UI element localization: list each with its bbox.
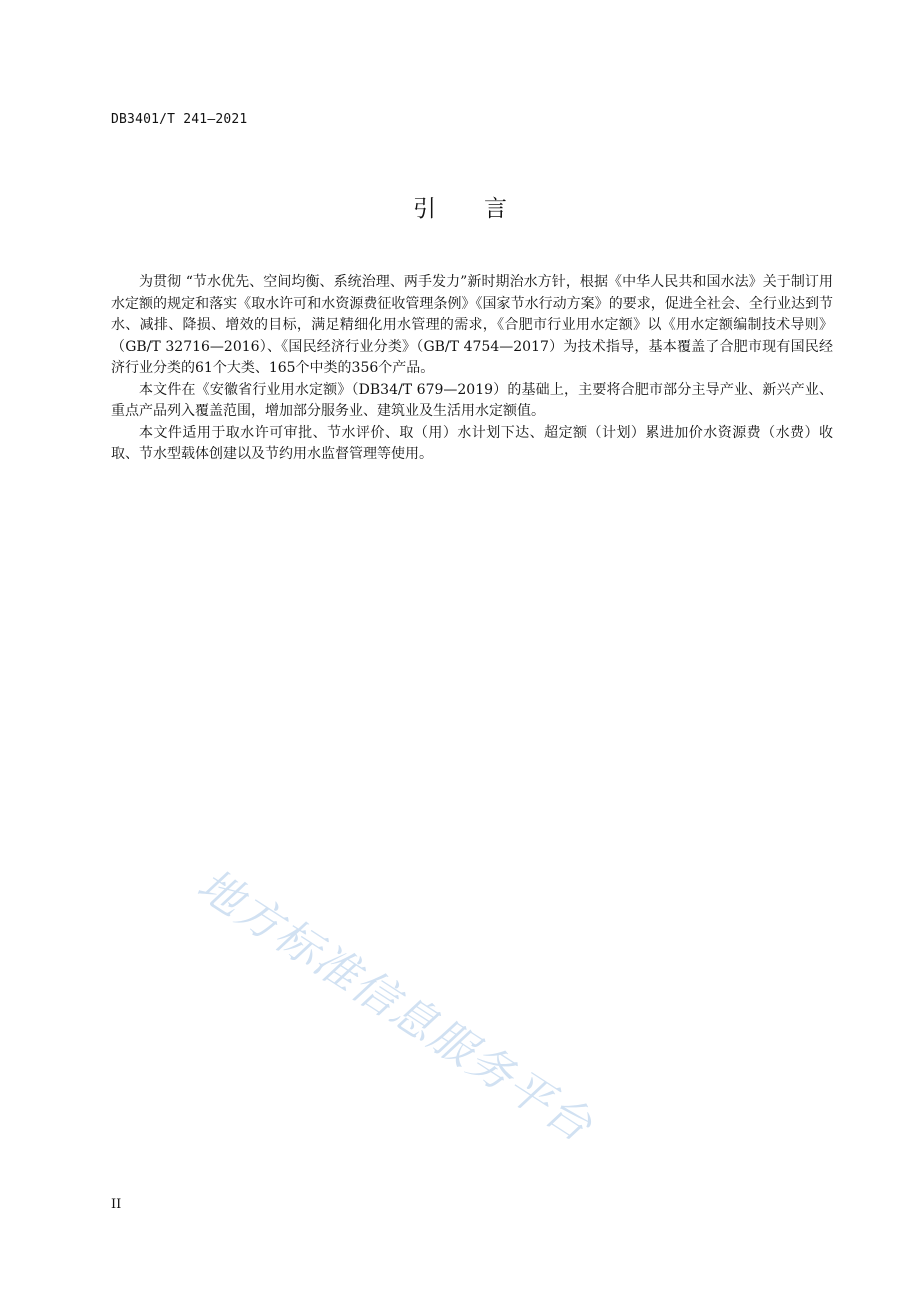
- paragraph-3: 本文件适用于取水许可审批、节水评价、取（用）水计划下达、超定额（计划）累进加价水资源费（水费）收取、节水型载体创建以及节约用水监督管理等使用。: [111, 424, 833, 462]
- watermark-text: 地方标准信息服务平台: [188, 859, 602, 1153]
- document-code: DB3401/T 241—2021: [111, 112, 248, 127]
- page-number: II: [111, 1197, 122, 1212]
- paragraph-1: 为贯彻 “节水优先、空间均衡、系统治理、两手发力”新时期治水方针，根据《中华人民共和国水法》关于制订用水定额的规定和落实《取水许可和水资源费征收管理条例》《国家节水行动方案》的要求，促进全社会、全行业达到节水、减排、降损、增效的目标，满足精细化用水管理的需求，《合肥市行业用水定额》以《用水定额编制技术导则》（GB/T 32716—2016）、《国民经济行业分类》（GB/T 4754—2017）为技术指导，基本覆盖了合肥市现有国民经济行业分类的61个大类、165个中类的356个产品。: [111, 274, 833, 376]
- paragraph-2: 本文件在《安徽省行业用水定额》（DB34/T 679—2019）的基础上，主要将合肥市部分主导产业、新兴产业、重点产品列入覆盖范围，增加部分服务业、建筑业及生活用水定额值。: [111, 381, 833, 419]
- section-title: 引言: [413, 196, 555, 222]
- introduction-body: [111, 272, 833, 466]
